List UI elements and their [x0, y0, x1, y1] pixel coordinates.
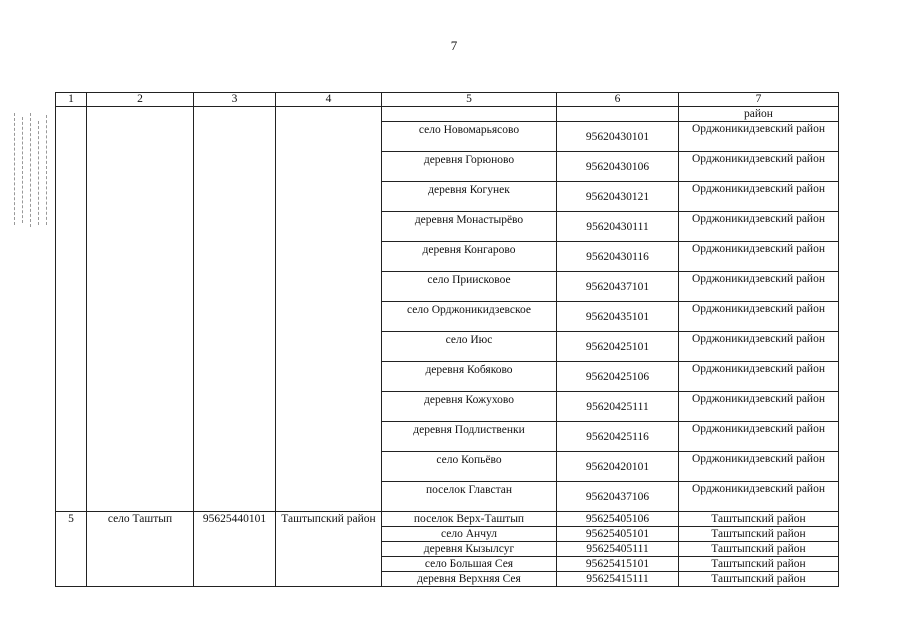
- header-cell-1: 1: [56, 93, 87, 107]
- header-cell-6: 6: [557, 93, 679, 107]
- side-stamp: [12, 113, 54, 228]
- district-cell: Орджоникидзевский район: [679, 482, 839, 512]
- group-district: Таштыпский район: [276, 512, 382, 587]
- district-cell: Орджоникидзевский район: [679, 302, 839, 332]
- code-cell: 95620430111: [557, 212, 679, 242]
- code-cell: [557, 107, 679, 122]
- code-cell: 95625405111: [557, 542, 679, 557]
- group-code-blank: [194, 107, 276, 512]
- settlement-cell: деревня Кобяково: [382, 362, 557, 392]
- district-cell: Таштыпский район: [679, 557, 839, 572]
- settlement-cell: село Большая Сея: [382, 557, 557, 572]
- district-cell: район: [679, 107, 839, 122]
- code-cell: 95620425106: [557, 362, 679, 392]
- settlements-table: [55, 92, 839, 587]
- table-row: [56, 107, 839, 122]
- code-cell: 95620430121: [557, 182, 679, 212]
- group-center-code: 95625440101: [194, 512, 276, 587]
- group-number: 5: [56, 512, 87, 587]
- settlement-cell: деревня Кожухово: [382, 392, 557, 422]
- district-cell: Орджоникидзевский район: [679, 332, 839, 362]
- district-cell: Орджоникидзевский район: [679, 362, 839, 392]
- code-cell: 95620435101: [557, 302, 679, 332]
- code-cell: 95620425101: [557, 332, 679, 362]
- code-cell: 95620437101: [557, 272, 679, 302]
- district-cell: Орджоникидзевский район: [679, 272, 839, 302]
- code-cell: 95620430101: [557, 122, 679, 152]
- table-row: [56, 512, 839, 527]
- district-cell: Таштыпский район: [679, 572, 839, 587]
- page-number: 7: [450, 38, 458, 53]
- code-cell: 95625405106: [557, 512, 679, 527]
- group-center: село Таштып: [87, 512, 194, 587]
- header-cell-7: 7: [679, 93, 839, 107]
- district-cell: Орджоникидзевский район: [679, 422, 839, 452]
- group-district-blank: [276, 107, 382, 512]
- header-cell-4: 4: [276, 93, 382, 107]
- code-cell: 95620425116: [557, 422, 679, 452]
- settlement-cell: деревня Когунек: [382, 182, 557, 212]
- district-cell: Таштыпский район: [679, 512, 839, 527]
- code-cell: 95620430106: [557, 152, 679, 182]
- group-center-blank: [87, 107, 194, 512]
- district-cell: Орджоникидзевский район: [679, 182, 839, 212]
- settlement-cell: село Новомарьясово: [382, 122, 557, 152]
- district-cell: Орджоникидзевский район: [679, 212, 839, 242]
- code-cell: 95620420101: [557, 452, 679, 482]
- settlement-cell: [382, 107, 557, 122]
- district-cell: Орджоникидзевский район: [679, 392, 839, 422]
- settlement-cell: село Орджоникидзевское: [382, 302, 557, 332]
- code-cell: 95625405101: [557, 527, 679, 542]
- district-cell: Таштыпский район: [679, 542, 839, 557]
- settlement-cell: село Июс: [382, 332, 557, 362]
- code-cell: 95625415111: [557, 572, 679, 587]
- district-cell: Орджоникидзевский район: [679, 122, 839, 152]
- district-cell: Орджоникидзевский район: [679, 452, 839, 482]
- settlement-cell: деревня Горюново: [382, 152, 557, 182]
- header-cell-3: 3: [194, 93, 276, 107]
- settlement-cell: деревня Монастырёво: [382, 212, 557, 242]
- code-cell: 95625415101: [557, 557, 679, 572]
- header-cell-5: 5: [382, 93, 557, 107]
- settlement-cell: деревня Подлиственки: [382, 422, 557, 452]
- district-cell: Орджоникидзевский район: [679, 152, 839, 182]
- group-num-blank: [56, 107, 87, 512]
- settlement-cell: деревня Конгарово: [382, 242, 557, 272]
- settlement-cell: поселок Главстан: [382, 482, 557, 512]
- header-cell-2: 2: [87, 93, 194, 107]
- code-cell: 95620437106: [557, 482, 679, 512]
- settlement-cell: поселок Верх-Таштып: [382, 512, 557, 527]
- code-cell: 95620430116: [557, 242, 679, 272]
- settlement-cell: село Приисковое: [382, 272, 557, 302]
- code-cell: 95620425111: [557, 392, 679, 422]
- settlement-cell: деревня Кызылсуг: [382, 542, 557, 557]
- settlement-cell: деревня Верхняя Сея: [382, 572, 557, 587]
- district-cell: Орджоникидзевский район: [679, 242, 839, 272]
- settlement-cell: село Анчул: [382, 527, 557, 542]
- header-row: [56, 93, 839, 107]
- district-cell: Таштыпский район: [679, 527, 839, 542]
- settlement-cell: село Копьёво: [382, 452, 557, 482]
